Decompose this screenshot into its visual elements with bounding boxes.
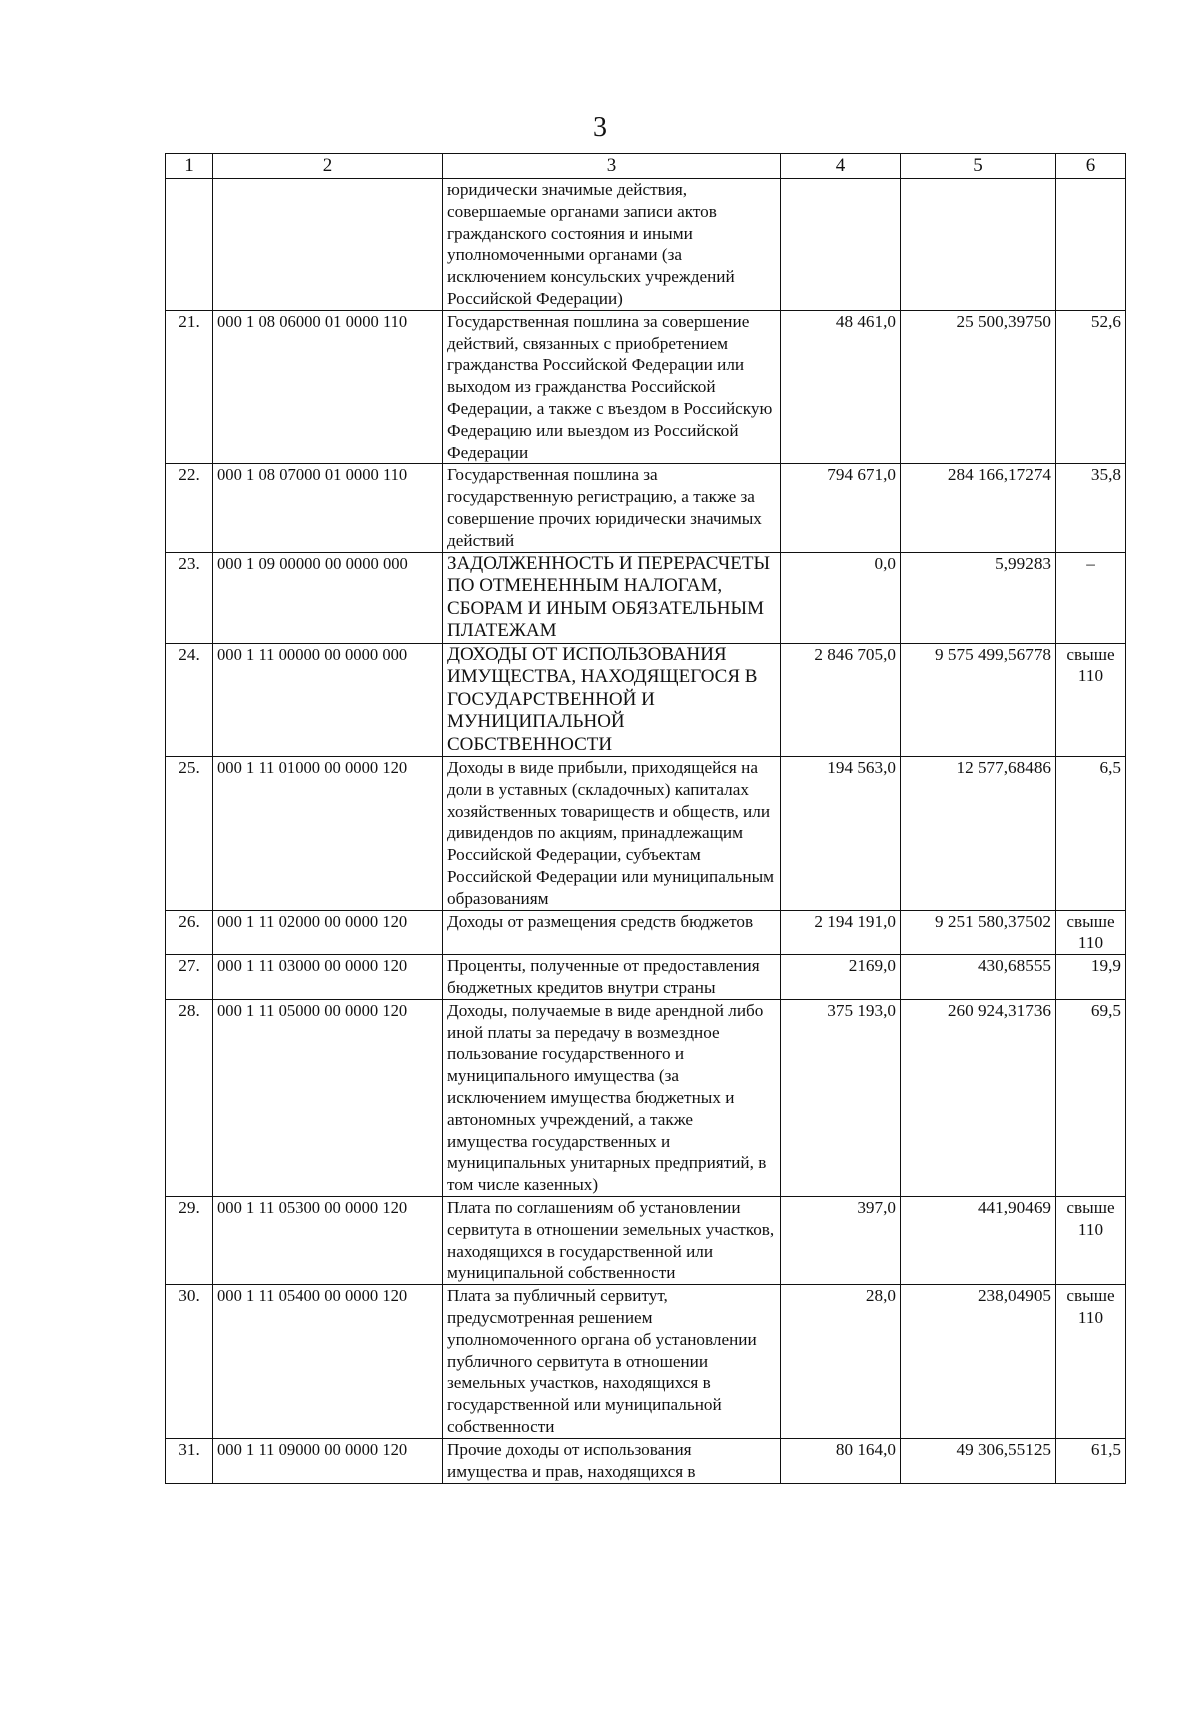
plan-amount: 794 671,0	[781, 464, 901, 552]
plan-amount: 194 563,0	[781, 757, 901, 911]
table-row	[166, 955, 1126, 1000]
percent-complete: 61,5	[1056, 1438, 1126, 1483]
row-number: 27.	[166, 955, 213, 1000]
revenue-table	[165, 153, 1126, 1484]
percent-complete: –	[1056, 552, 1126, 643]
actual-amount	[901, 179, 1056, 311]
row-description: юридически значимые действия, совершаемые органами записи актов гражданского состояния и иными уполномоченными органами (за исключением консульских учреждений Российской Федерации)	[443, 179, 781, 311]
percent-complete: 6,5	[1056, 757, 1126, 911]
percent-complete: свыше 110	[1056, 643, 1126, 757]
plan-amount: 397,0	[781, 1196, 901, 1284]
budget-code: 000 1 11 02000 00 0000 120	[213, 910, 443, 955]
budget-code: 000 1 11 09000 00 0000 120	[213, 1438, 443, 1483]
actual-amount: 25 500,39750	[901, 310, 1056, 464]
actual-amount: 441,90469	[901, 1196, 1056, 1284]
row-number: 21.	[166, 310, 213, 464]
row-description: ЗАДОЛЖЕННОСТЬ И ПЕРЕРАСЧЕТЫ ПО ОТМЕНЕННЫМ НАЛОГАМ, СБОРАМ И ИНЫМ ОБЯЗАТЕЛЬНЫМ ПЛАТЕЖАМ	[443, 552, 781, 643]
percent-complete	[1056, 179, 1126, 311]
plan-amount	[781, 179, 901, 311]
plan-amount: 375 193,0	[781, 999, 901, 1196]
row-number: 28.	[166, 999, 213, 1196]
row-description: Государственная пошлина за совершение действий, связанных с приобретением гражданства Российской Федерации или выходом из гражданства Российской Федерации, а также с въездом в Российскую Федерацию или выездом из Российской Федерации	[443, 310, 781, 464]
header-col-5: 5	[901, 154, 1056, 179]
row-description: Прочие доходы от использования имущества и прав, находящихся в	[443, 1438, 781, 1483]
budget-code: 000 1 11 05400 00 0000 120	[213, 1285, 443, 1439]
table-row	[166, 1196, 1126, 1284]
row-description: Проценты, полученные от предоставления бюджетных кредитов внутри страны	[443, 955, 781, 1000]
percent-complete: 35,8	[1056, 464, 1126, 552]
header-col-6: 6	[1056, 154, 1126, 179]
row-number: 26.	[166, 910, 213, 955]
header-row	[166, 154, 1126, 179]
row-number: 22.	[166, 464, 213, 552]
header-col-4: 4	[781, 154, 901, 179]
header-col-3: 3	[443, 154, 781, 179]
row-number	[166, 179, 213, 311]
page-number: 3	[593, 112, 607, 143]
budget-code: 000 1 11 05000 00 0000 120	[213, 999, 443, 1196]
plan-amount: 2 194 191,0	[781, 910, 901, 955]
row-number: 23.	[166, 552, 213, 643]
plan-amount: 80 164,0	[781, 1438, 901, 1483]
header-col-1: 1	[166, 154, 213, 179]
budget-code: 000 1 11 01000 00 0000 120	[213, 757, 443, 911]
table-row	[166, 643, 1126, 757]
actual-amount: 49 306,55125	[901, 1438, 1056, 1483]
plan-amount: 2 846 705,0	[781, 643, 901, 757]
percent-complete: 69,5	[1056, 999, 1126, 1196]
budget-code: 000 1 11 03000 00 0000 120	[213, 955, 443, 1000]
table-row	[166, 552, 1126, 643]
percent-complete: 19,9	[1056, 955, 1126, 1000]
percent-complete: 52,6	[1056, 310, 1126, 464]
row-description: Государственная пошлина за государственную регистрацию, а также за совершение прочих юридически значимых действий	[443, 464, 781, 552]
actual-amount: 260 924,31736	[901, 999, 1056, 1196]
plan-amount: 48 461,0	[781, 310, 901, 464]
row-description: Плата по соглашениям об установлении сервитута в отношении земельных участков, находящихся в государственной или муниципальной собственности	[443, 1196, 781, 1284]
table-row	[166, 310, 1126, 464]
plan-amount: 2169,0	[781, 955, 901, 1000]
percent-complete: свыше 110	[1056, 1196, 1126, 1284]
table-row	[166, 999, 1126, 1196]
row-description: Доходы от размещения средств бюджетов	[443, 910, 781, 955]
row-number: 30.	[166, 1285, 213, 1439]
row-description: Доходы в виде прибыли, приходящейся на доли в уставных (складочных) капиталах хозяйственных товариществ и обществ, или дивидендов по акциям, принадлежащим Российской Федерации, субъектам Российской Федерации или муниципальным образованиям	[443, 757, 781, 911]
table-row	[166, 1285, 1126, 1439]
table-row	[166, 757, 1126, 911]
row-number: 31.	[166, 1438, 213, 1483]
actual-amount: 430,68555	[901, 955, 1056, 1000]
table-row	[166, 910, 1126, 955]
row-number: 25.	[166, 757, 213, 911]
row-description: ДОХОДЫ ОТ ИСПОЛЬЗОВАНИЯ ИМУЩЕСТВА, НАХОДЯЩЕГОСЯ В ГОСУДАРСТВЕННОЙ И МУНИЦИПАЛЬНОЙ СОБСТВЕННОСТИ	[443, 643, 781, 757]
header-col-2: 2	[213, 154, 443, 179]
budget-code	[213, 179, 443, 311]
row-description: Доходы, получаемые в виде арендной либо иной платы за передачу в возмездное пользование государственного и муниципального имущества (за исключением имущества бюджетных и автономных учреждений, а также имущества государственных и муниципальных унитарных предприятий, в том числе казенных)	[443, 999, 781, 1196]
row-number: 24.	[166, 643, 213, 757]
actual-amount: 9 575 499,56778	[901, 643, 1056, 757]
table-row-continuation	[166, 179, 1126, 311]
table-row	[166, 464, 1126, 552]
budget-code: 000 1 08 06000 01 0000 110	[213, 310, 443, 464]
row-number: 29.	[166, 1196, 213, 1284]
percent-complete: свыше 110	[1056, 1285, 1126, 1439]
percent-complete: свыше 110	[1056, 910, 1126, 955]
actual-amount: 5,99283	[901, 552, 1056, 643]
budget-code: 000 1 08 07000 01 0000 110	[213, 464, 443, 552]
plan-amount: 28,0	[781, 1285, 901, 1439]
plan-amount: 0,0	[781, 552, 901, 643]
budget-code: 000 1 11 05300 00 0000 120	[213, 1196, 443, 1284]
table-row	[166, 1438, 1126, 1483]
budget-code: 000 1 09 00000 00 0000 000	[213, 552, 443, 643]
actual-amount: 238,04905	[901, 1285, 1056, 1439]
actual-amount: 284 166,17274	[901, 464, 1056, 552]
budget-code: 000 1 11 00000 00 0000 000	[213, 643, 443, 757]
actual-amount: 9 251 580,37502	[901, 910, 1056, 955]
row-description: Плата за публичный сервитут, предусмотренная решением уполномоченного органа об установлении публичного сервитута в отношении земельных участков, находящихся в государственной или муниципальной собственности	[443, 1285, 781, 1439]
actual-amount: 12 577,68486	[901, 757, 1056, 911]
